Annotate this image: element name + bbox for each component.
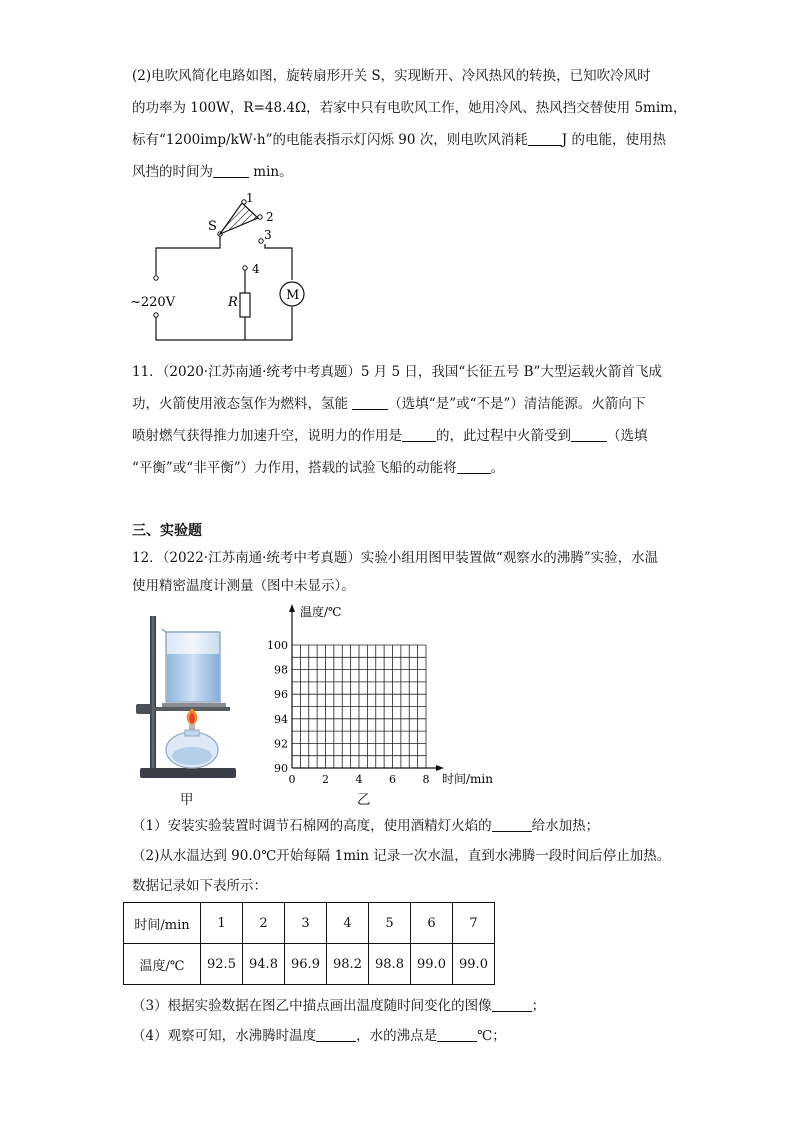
x-axis-arrow xyxy=(436,765,444,771)
water xyxy=(167,654,219,701)
section-title: 三、实验题 xyxy=(132,523,202,539)
hair-dryer-circuit xyxy=(120,190,320,350)
terminal-source-top xyxy=(154,276,158,280)
table-cell: 98.2 xyxy=(327,944,369,985)
y-tick-label: 94 xyxy=(274,712,288,726)
q11-force-blank[interactable] xyxy=(402,427,436,442)
table-cell: 6 xyxy=(411,903,453,944)
wire-bottom xyxy=(156,307,292,340)
terminal-2 xyxy=(258,215,262,219)
q10-line4: 风挡的时间为 min。 xyxy=(132,164,293,180)
source-label: ~220V xyxy=(130,295,176,310)
table-cell: 99.0 xyxy=(453,944,495,985)
q12-p2: （2)从水温达到 90.0℃开始每隔 1min 记录一次水温，直到水沸腾一段时间后停止加热。 xyxy=(132,848,671,864)
q12-line2: 使用精密温度计测量（图中未显示）。 xyxy=(132,578,355,594)
table-cell: 96.9 xyxy=(285,944,327,985)
q12-temp-trend-blank[interactable] xyxy=(316,1027,356,1042)
resistor xyxy=(240,293,250,317)
q12-p2b: 数据记录如下表所示： xyxy=(132,878,267,894)
y-tick-label: 98 xyxy=(274,663,288,677)
terminal-1-label: 1 xyxy=(246,191,254,205)
table-cell: 4 xyxy=(327,903,369,944)
table-cell: 1 xyxy=(201,903,243,944)
wire-left xyxy=(156,236,220,275)
terminal-3 xyxy=(259,239,263,243)
q12-p4: （4）观察可知，水沸腾时温度 ，水的沸点是 ℃； xyxy=(132,1028,506,1044)
q12-boiling-point-blank[interactable] xyxy=(437,1027,477,1042)
table-cell: 7 xyxy=(453,903,495,944)
q11-line4: “平衡”或“非平衡”）力作用，搭载的试验飞船的动能将 。 xyxy=(132,460,505,476)
table-header-time: 时间/min xyxy=(124,903,201,944)
y-axis-label: 温度/℃ xyxy=(300,605,342,619)
temperature-time-chart xyxy=(262,600,502,800)
q12-flame-blank[interactable] xyxy=(492,817,532,832)
table-cell: 98.8 xyxy=(369,944,411,985)
table-row-time xyxy=(124,903,495,944)
table-cell: 3 xyxy=(285,903,327,944)
q12-line1: 12．（2022·江苏南通·统考中考真题）实验小组用图甲装置做“观察水的沸腾”实验，水温 xyxy=(132,550,659,566)
q10-energy-blank[interactable] xyxy=(528,131,562,146)
x-axis-label: 时间/min xyxy=(442,772,493,786)
fig-a-caption: 甲 xyxy=(180,792,194,808)
fan-switch xyxy=(220,203,258,234)
table-cell: 99.0 xyxy=(411,944,453,985)
y-tick-label: 92 xyxy=(274,737,288,751)
y-tick-label: 90 xyxy=(274,762,288,775)
q12-graph-blank[interactable] xyxy=(492,997,532,1012)
motor-label: M xyxy=(286,288,300,303)
q11-line1: 11．（2020·江苏南通·统考中考真题）5 月 5 日，我国“长征五号 B”大型运载火箭首飞成 xyxy=(132,364,662,380)
x-tick-label: 4 xyxy=(355,773,363,786)
q12-p1: （1）安装实验装置时调节石棉网的高度，使用酒精灯火焰的 给水加热； xyxy=(132,818,600,834)
table-cell: 5 xyxy=(369,903,411,944)
q11-line3: 喷射燃气获得推力加速升空，说明力的作用是 的，此过程中火箭受到 （选填 xyxy=(132,428,648,444)
asbestos-gauze xyxy=(162,703,226,707)
x-tick-label: 2 xyxy=(322,773,329,786)
terminal-source-bottom xyxy=(154,313,158,317)
x-tick-label: 8 xyxy=(422,773,430,786)
terminal-4-label: 4 xyxy=(252,262,260,276)
chart-grid xyxy=(292,645,426,768)
x-tick-label: 6 xyxy=(389,773,396,786)
q11-balance-blank[interactable] xyxy=(571,427,607,442)
table-cell: 94.8 xyxy=(243,944,285,985)
x-tick-label: 0 xyxy=(288,773,296,786)
q11-kinetic-blank[interactable] xyxy=(457,459,491,474)
boiling-apparatus xyxy=(132,612,242,808)
data-table xyxy=(123,902,495,985)
stand-base xyxy=(140,768,236,778)
q10-line3: 标有“1200imp/kW·h”的电能表指示灯闪烁 90 次，则电吹风消耗 J 的电能，使用热 xyxy=(132,132,666,148)
q11-line2: 功，火箭使用液态氢作为燃料，氢能 （选填“是”或“不是”）清洁能源。火箭向下 xyxy=(132,396,646,412)
q10-line2: 的功率为 100W，R=48.4Ω，若家中只有电吹风工作，她用冷风、热风挡交替使用 5mim， xyxy=(132,100,687,116)
y-tick-label: 96 xyxy=(274,688,288,702)
table-header-temperature: 温度/℃ xyxy=(124,944,201,985)
table-cell: 2 xyxy=(243,903,285,944)
switch-label: S xyxy=(208,219,217,234)
resistor-label: R xyxy=(228,295,238,310)
wire-right xyxy=(265,244,292,280)
fig-b-caption: 乙 xyxy=(357,792,371,808)
y-tick-label: 100 xyxy=(267,639,288,652)
table-cell: 92.5 xyxy=(201,944,243,985)
q10-line1: (2)电吹风简化电路如图，旋转扇形开关 S，实现断开、冷风热风的转换，已知吹冷风时 xyxy=(132,68,651,84)
terminal-4 xyxy=(243,266,247,270)
q10-time-blank[interactable] xyxy=(213,163,249,178)
stand-rod xyxy=(150,616,156,776)
clamp xyxy=(136,704,152,714)
terminal-2-label: 2 xyxy=(266,210,274,224)
terminal-3-label: 3 xyxy=(264,228,272,242)
y-axis-arrow xyxy=(289,604,295,612)
q11-clean-energy-blank[interactable] xyxy=(352,395,388,410)
q12-p3: （3）根据实验数据在图乙中描点画出温度随时间变化的图像 ； xyxy=(132,998,546,1014)
table-row-temperature xyxy=(124,944,495,985)
